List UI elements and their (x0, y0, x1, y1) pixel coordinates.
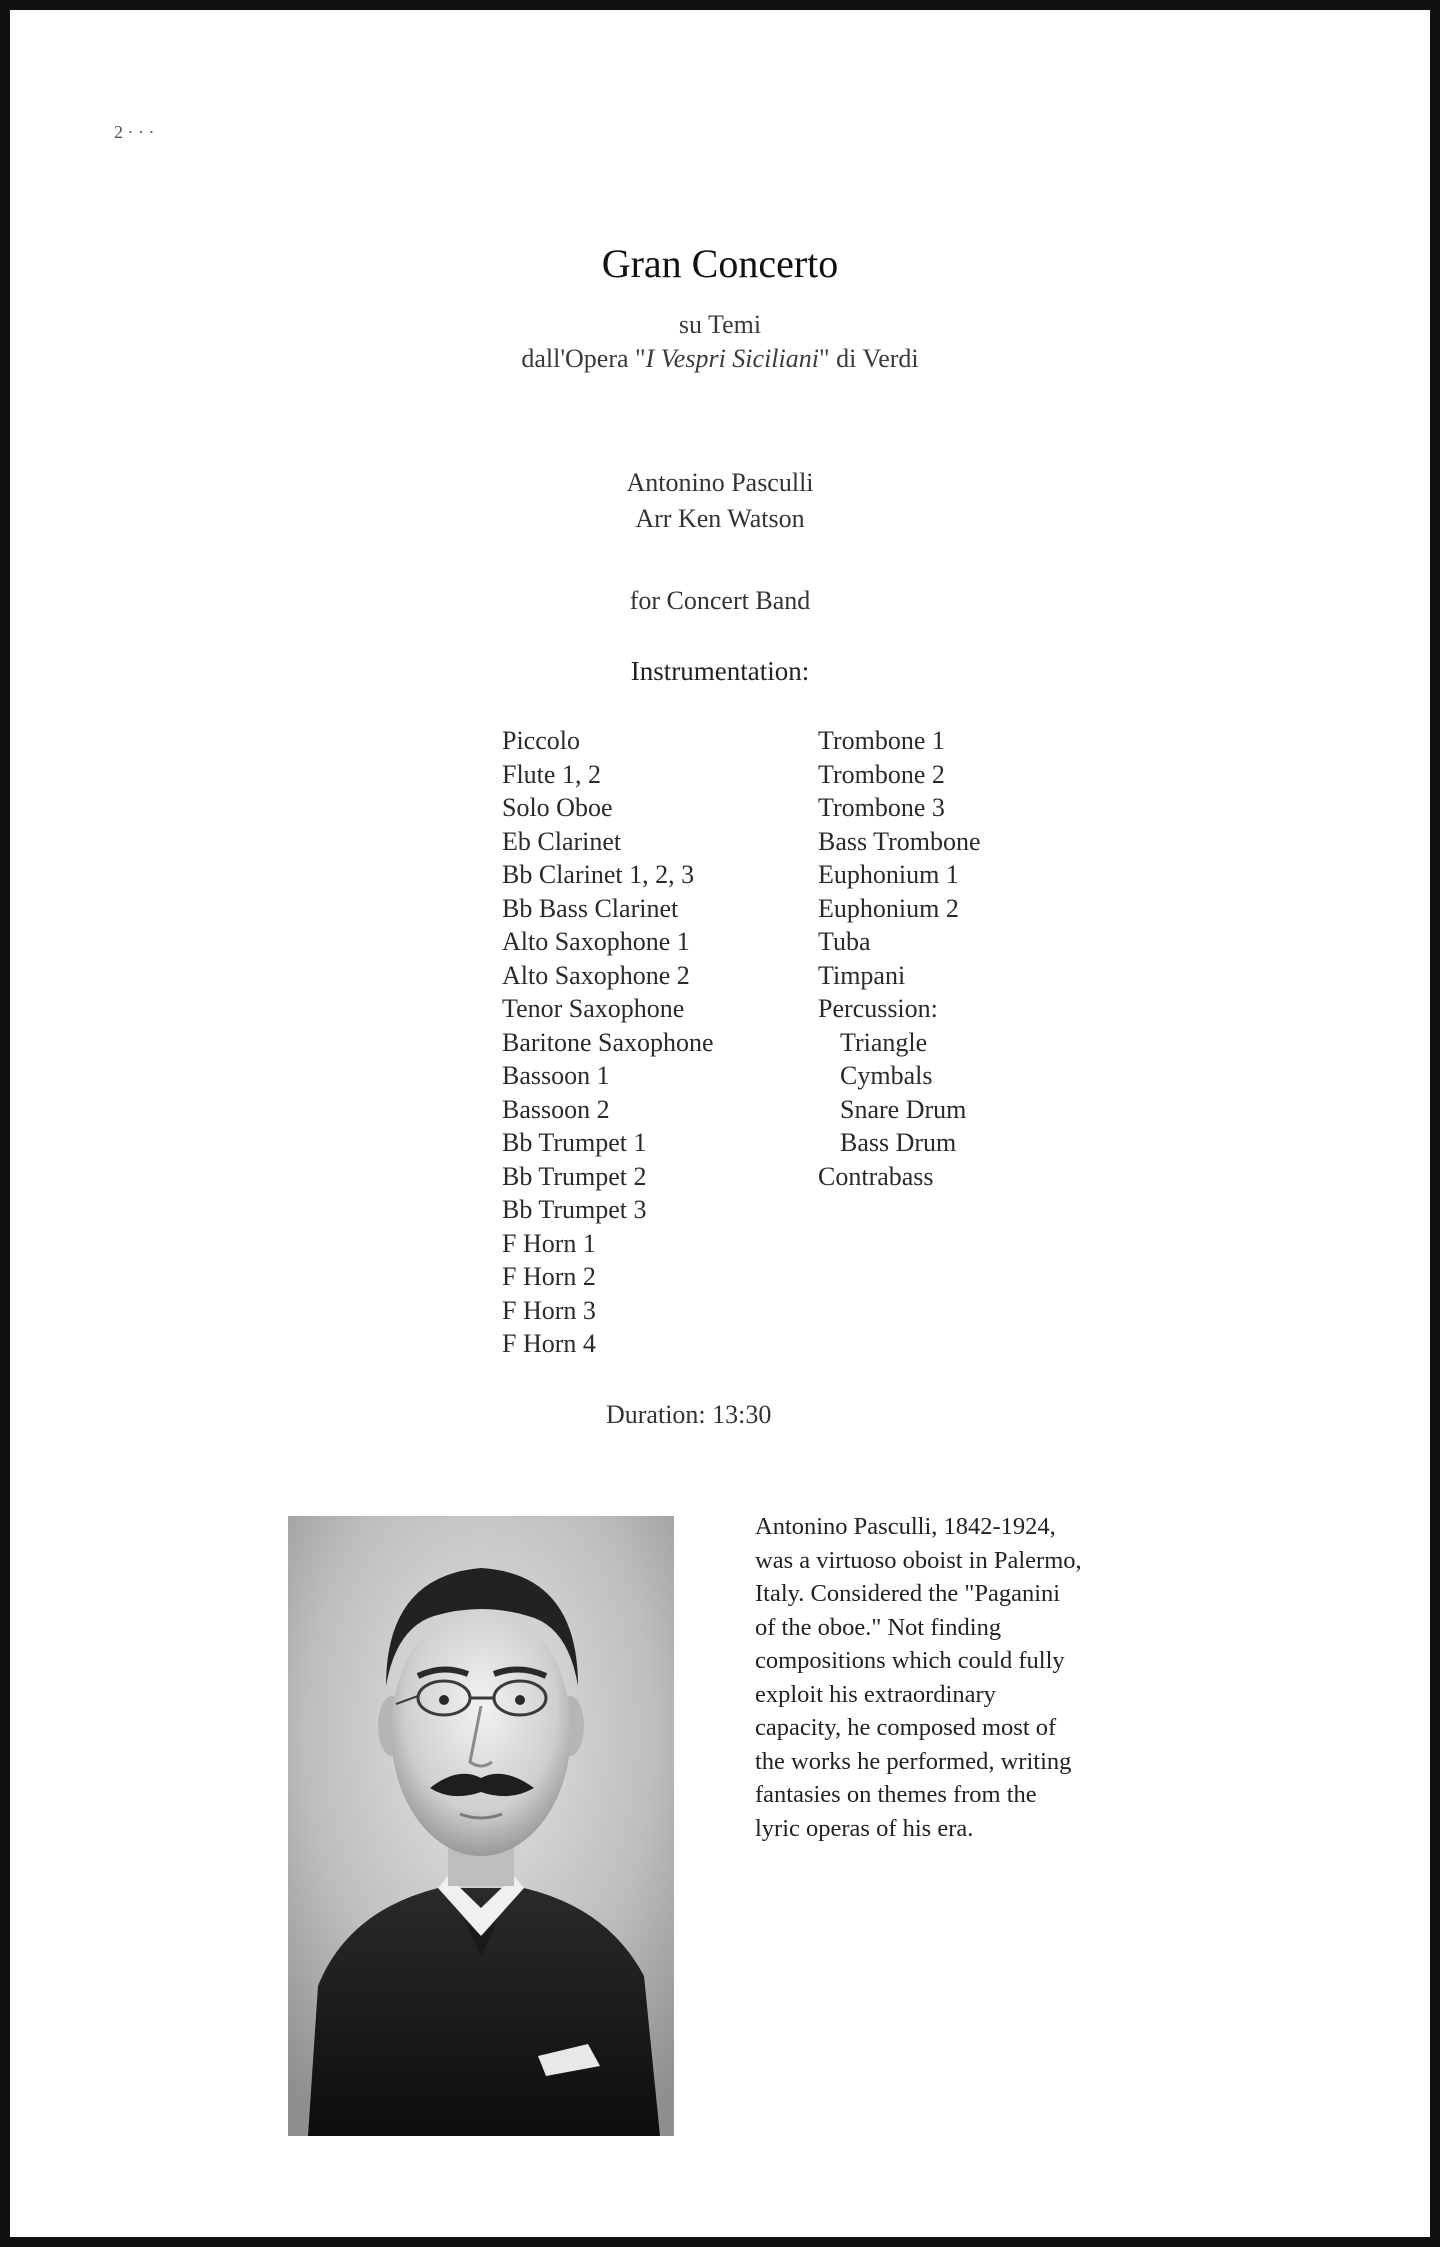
composer-portrait (288, 1516, 674, 2136)
instrument-item: Bassoon 2 (502, 1094, 610, 1124)
portrait-photo-illustration (288, 1516, 674, 2136)
instrument-item: Trombone 2 (818, 759, 945, 789)
percussion-item: Triangle (840, 1027, 928, 1057)
instrument-item: Bb Trumpet 1 (502, 1128, 647, 1157)
instrument-item: Flute 1, 2 (502, 759, 601, 789)
subtitle-prefix: dall'Opera " (521, 344, 646, 373)
composer-biography: Antonino Pasculli, 1842-1924, was a virtuoso oboist in Palermo, Italy. Considered the "Paganini of the oboe." Not finding compositions which could fully exploit his extraordinary capacity, he composed most of the works he performed, writing fantasies on themes from the lyric operas of his era. (755, 1513, 1082, 1842)
subtitle-line-2 (10, 344, 1430, 374)
instrument-item: Tuba (818, 927, 871, 956)
instrument-item: Solo Oboe (502, 793, 613, 822)
subtitle-suffix: " di Verdi (818, 344, 919, 373)
instrument-item: Alto Saxophone 1 (502, 927, 690, 956)
instrument-item: Euphonium 1 (818, 860, 959, 889)
duration-line: Duration: 13:30 (606, 1400, 772, 1429)
ensemble-line: for Concert Band (629, 586, 811, 615)
instrument-item: Baritone Saxophone (502, 1027, 714, 1057)
instrument-item: Trombone 1 (818, 726, 945, 755)
instrument-item: Bb Bass Clarinet (502, 893, 679, 923)
instrumentation-heading: Instrumentation: (630, 656, 810, 686)
instrument-item: Alto Saxophone 2 (502, 960, 690, 990)
instrument-item: Contrabass (818, 1161, 934, 1191)
instrument-item: Bass Trombone (818, 826, 981, 856)
instrument-item: Euphonium 2 (818, 893, 959, 923)
instrument-list-left (502, 724, 714, 1361)
instrument-list-right (818, 724, 981, 1193)
piece-title: Gran Concerto (601, 241, 839, 286)
instrument-item: F Horn 4 (502, 1329, 596, 1358)
instrument-item: Trombone 3 (818, 793, 945, 822)
instrument-item: Bb Clarinet 1, 2, 3 (502, 860, 695, 889)
instrument-item: Bb Trumpet 2 (502, 1161, 647, 1191)
instrument-item: F Horn 3 (502, 1295, 596, 1325)
page-corner-mark: 2 · · · (114, 122, 155, 142)
composer-name: Antonino Pasculli (626, 468, 814, 497)
instrument-item: Bassoon 1 (502, 1061, 610, 1090)
opera-name: I Vespri Siciliani (645, 344, 819, 373)
instrument-item: Tenor Saxophone (502, 994, 685, 1023)
percussion-item: Cymbals (840, 1061, 933, 1090)
instrument-item: F Horn 2 (502, 1262, 596, 1291)
percussion-item: Bass Drum (840, 1128, 957, 1157)
instrument-item: F Horn 1 (502, 1228, 596, 1258)
instrument-item: Bb Trumpet 3 (502, 1195, 647, 1224)
instrument-item: Piccolo (502, 726, 580, 755)
percussion-item: Snare Drum (840, 1094, 967, 1124)
instrument-item: Timpani (818, 960, 906, 990)
instrument-item: Eb Clarinet (502, 826, 622, 856)
arranger-credit: Arr Ken Watson (635, 504, 805, 533)
percussion-heading: Percussion: (818, 994, 938, 1023)
subtitle-line-1: su Temi (678, 310, 762, 339)
